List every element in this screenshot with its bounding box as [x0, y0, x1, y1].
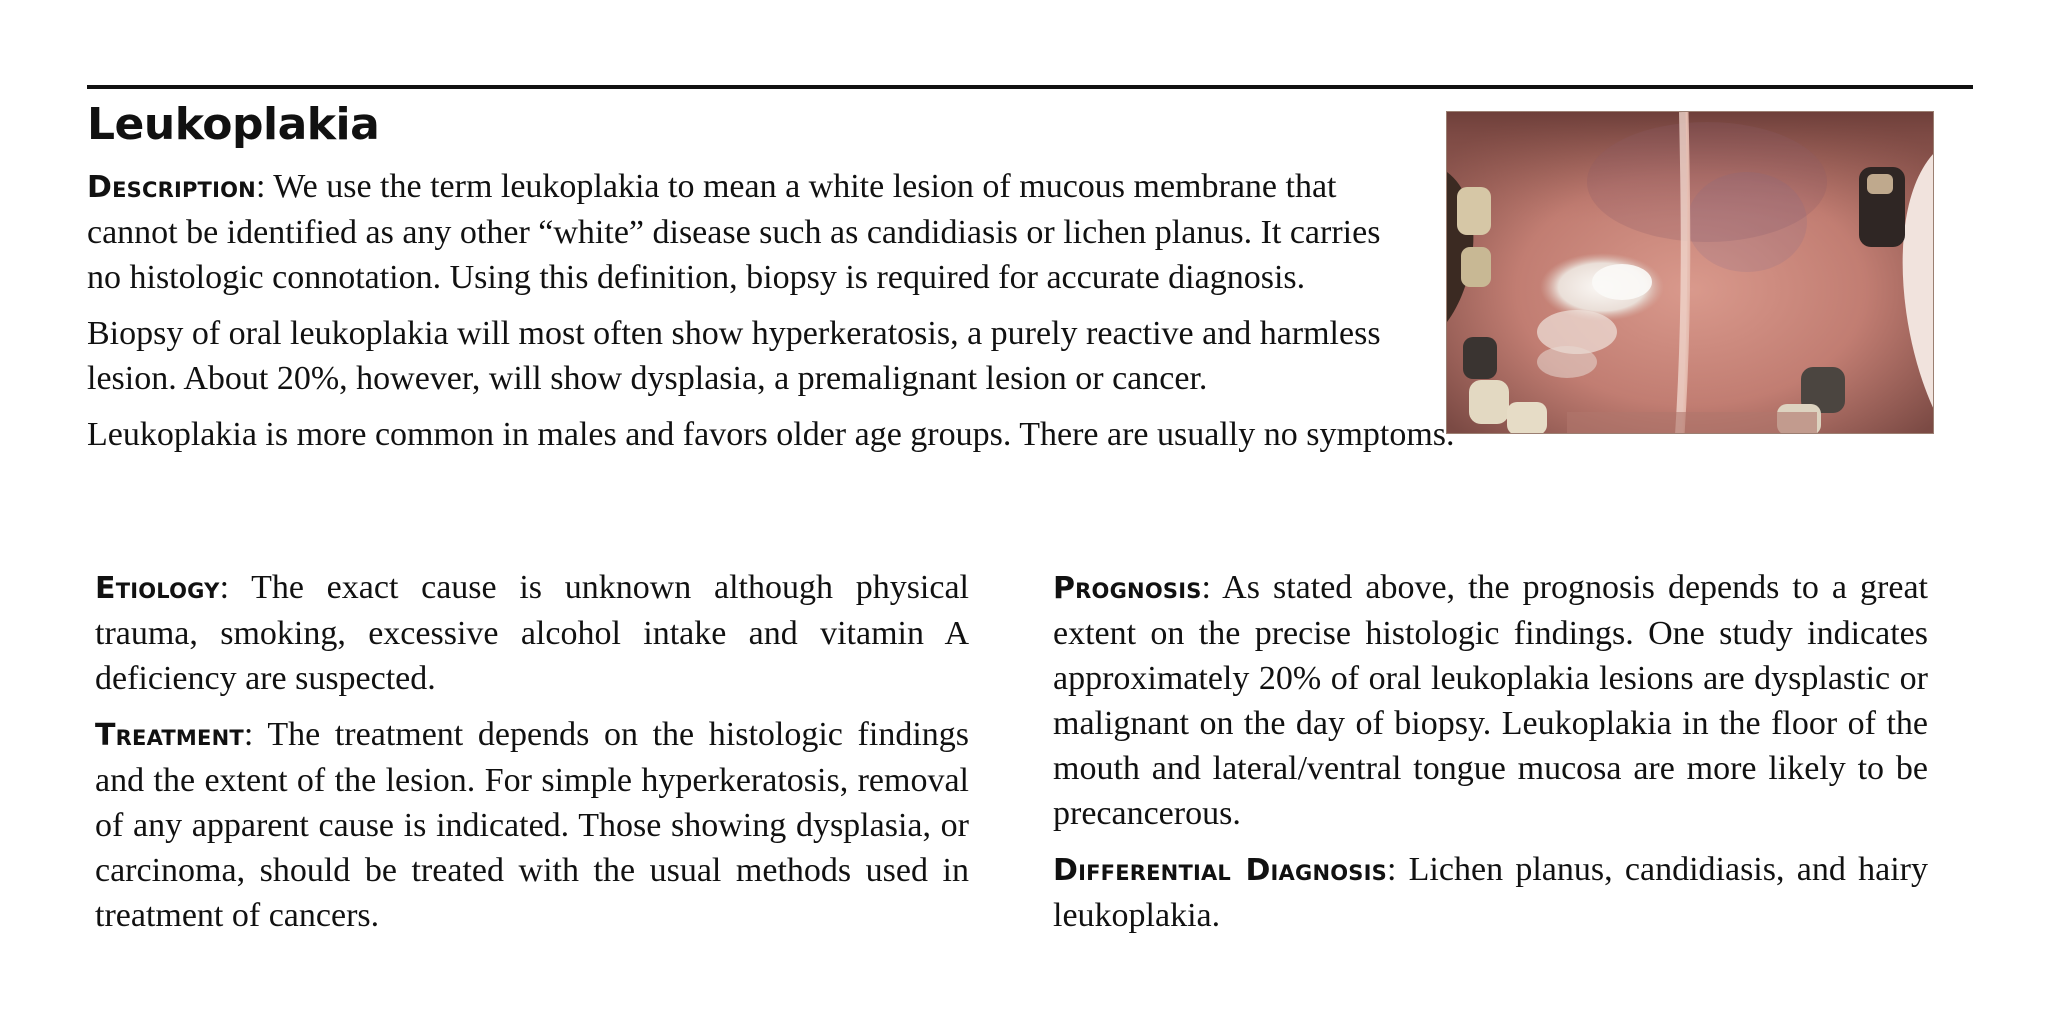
demographics-paragraph: Leukoplakia is more common in males and favors older age groups. There are usually no symptoms.: [87, 416, 1455, 453]
treatment-text: : The treatment depends on the histologic findings and the extent of the lesion. For simple hyperkeratosis, removal of any apparent cause is indicated. Those showing dysplasia, or carcinoma, should be treated with the usual methods used in treatment of cancers.: [95, 716, 969, 934]
etiology-label: Etiology: [95, 571, 220, 606]
prognosis-label: Prognosis: [1053, 571, 1202, 606]
differential-label: Differential Diagnosis: [1053, 853, 1387, 888]
etiology-paragraph: [95, 565, 969, 701]
prognosis-paragraph: [1053, 565, 1928, 836]
differential-paragraph: [1053, 847, 1928, 938]
page-title: Leukoplakia: [87, 99, 380, 150]
clinical-photo-floor-of-mouth: [1446, 111, 1934, 434]
intro-text: [87, 164, 1455, 468]
right-column: [1053, 565, 1928, 949]
top-rule: [87, 85, 1973, 89]
prognosis-text: : As stated above, the prognosis depends to a great extent on the precise histologic findings. One study indicates approximately 20% of oral leukoplakia lesions are dysplastic or malignant on the day of biopsy. Leukoplakia in the floor of the mouth and lateral/ventral tongue mucosa are more likely to be precancerous.: [1053, 569, 1928, 832]
biopsy-paragraph: Biopsy of oral leukoplakia will most often show hyperkeratosis, a purely reactive and harmless lesion. About 20%, however, will show dysplasia, a premalignant lesion or cancer.: [87, 315, 1381, 397]
etiology-text: : The exact cause is unknown although physical trauma, smoking, excessive alcohol intake and vitamin A deficiency are suspected.: [95, 569, 969, 697]
treatment-paragraph: [95, 712, 969, 938]
description-text: : We use the term leukoplakia to mean a white lesion of mucous membrane that cannot be identified as any other “white” disease such as candidiasis or lichen planus. It carries no histologic connotation. Using this definition, biopsy is required for accurate diagnosis.: [87, 168, 1381, 296]
treatment-label: Treatment: [95, 718, 244, 753]
left-column: [95, 565, 969, 949]
description-label: Description: [87, 170, 256, 205]
description-paragraph: [87, 164, 1407, 300]
differential-text: : Lichen planus, candidiasis, and hairy leukoplakia.: [1053, 851, 1928, 934]
